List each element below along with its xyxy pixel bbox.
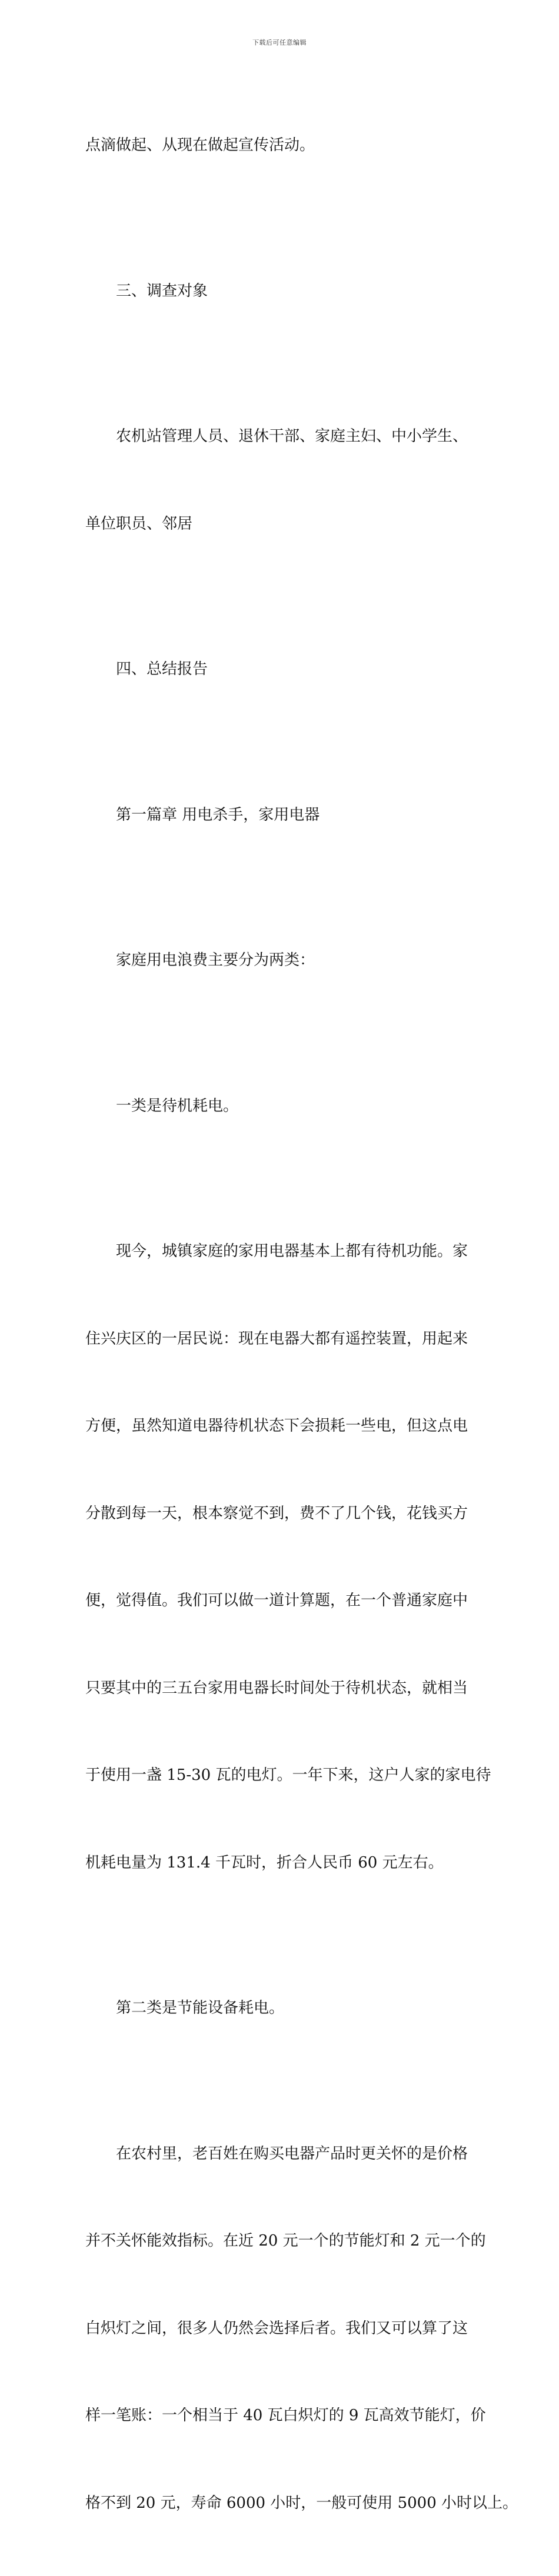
text-line: 格不到 20 元，寿命 6000 小时，一般可使用 5000 小时以上。 [85,2489,481,2518]
text-line: 住兴庆区的一居民说：现在电器大都有遥控装置，用起来 [85,1325,481,1354]
text-line: 第一篇章 用电杀手，家用电器 [85,801,481,830]
paragraph-energy-saving-detail [85,2081,481,2576]
text-line: 机耗电量为 131.4 千瓦时，折合人民币 60 元左右。 [85,1849,481,1878]
text-line: 家庭用电浪费主要分为两类： [85,946,481,975]
text-line: 第二类是节能设备耗电。 [85,1994,481,2023]
paragraph-standby-type [85,1034,481,1180]
text-line: 样一笔账：一个相当于 40 瓦白炽灯的 9 瓦高效节能灯，价 [85,2401,481,2431]
paragraph-survey-subjects [85,364,481,597]
text-line: 只要其中的三五台家用电器长时间处于待机状态，就相当 [85,1674,481,1703]
text-line: 现今，城镇家庭的家用电器基本上都有待机功能。家 [85,1237,481,1267]
text-line: 于使用一盏 15-30 瓦的电灯。一年下来，这户人家的家电待 [85,1761,481,1790]
paragraph-energy-saving-type [85,1936,481,2081]
text-line: 一类是待机耗电。 [85,1092,481,1121]
text-line: 分散到每一天，根本察觉不到，费不了几个钱，花钱买方 [85,1499,481,1529]
paragraph-1 [85,73,481,219]
document-page [0,0,559,790]
text-line: 农机站管理人员、退休干部、家庭主妇、中小学生、 [85,422,481,452]
paragraph-waste-types [85,888,481,1034]
paragraph-standby-detail [85,1179,481,1936]
page-header: 下载后可任意编辑 [0,38,559,47]
section-heading-summary-report [85,597,481,743]
text-line: 并不关怀能效指标。在近 20 元一个的节能灯和 2 元一个的 [85,2227,481,2256]
document-body [85,73,481,2576]
text-line: 三、调查对象 [85,277,481,306]
text-line: 四、总结报告 [85,655,481,684]
text-line: 在农村里，老百姓在购买电器产品时更关怀的是价格 [85,2140,481,2169]
text-line: 便，觉得值。我们可以做一道计算题，在一个普通家庭中 [85,1586,481,1616]
text-line: 点滴做起、从现在做起宣传活动。 [85,131,481,161]
text-line: 单位职员、邻居 [85,510,481,539]
text-line: 白炽灯之间，很多人仍然会选择后者。我们又可以算了这 [85,2314,481,2344]
chapter-heading [85,743,481,888]
text-line: 方便，虽然知道电器待机状态下会损耗一些电，但这点电 [85,1412,481,1441]
section-heading-survey-subjects [85,219,481,365]
